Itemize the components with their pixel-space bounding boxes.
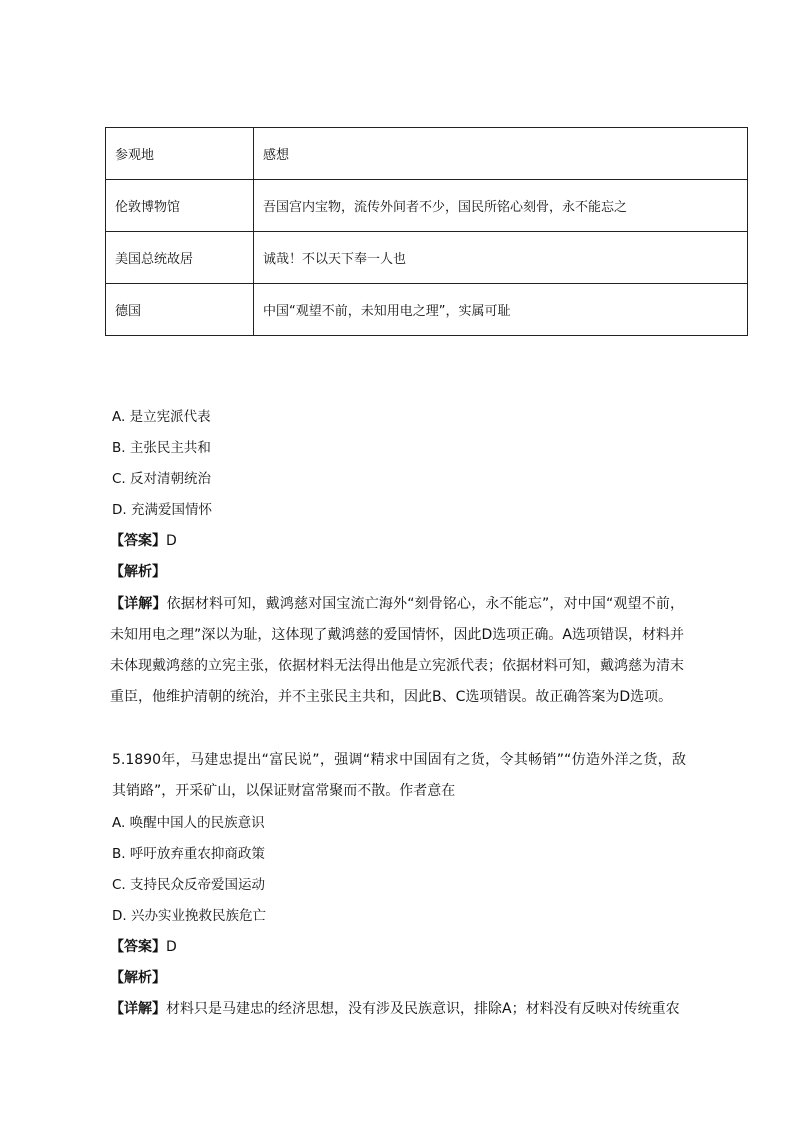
- option-b: B. 呼吁放弃重农抑商政策: [112, 846, 265, 862]
- table-cell: 感想: [254, 128, 748, 180]
- option-b: B. 主张民主共和: [112, 440, 211, 456]
- detail-label: 【详解】: [110, 596, 167, 612]
- table-cell: 中国“观望不前，未知用电之理”，实属可耻: [254, 284, 748, 336]
- table-cell: 伦敦博物馆: [106, 180, 254, 232]
- question-stem: 5.1890年，马建忠提出“富民说”，强调“精求中国固有之货，令其畅销”“仿造外洋之货，敌其销路”，开采矿山，以保证财富常聚而不散。作者意在: [112, 752, 686, 799]
- answer-value: D: [166, 533, 177, 549]
- answer-label: 【答案】: [110, 533, 166, 549]
- detail-text: 材料只是马建忠的经济思想，没有涉及民族意识，排除A；材料没有反映对传统重农: [166, 1001, 680, 1017]
- table-row: [106, 180, 748, 232]
- answer-value: D: [166, 939, 177, 955]
- table-cell: 美国总统故居: [106, 232, 254, 284]
- answer-line: [110, 937, 177, 957]
- answer-line: [110, 531, 177, 551]
- analysis-label: 【解析】: [110, 564, 166, 580]
- answer-label: 【答案】: [110, 939, 166, 955]
- option-d: D. 充满爱国情怀: [112, 502, 212, 518]
- detail-paragraph: [110, 999, 680, 1019]
- table-cell: 德国: [106, 284, 254, 336]
- table-cell: 吾国宫内宝物，流传外间者不少，国民所铭心刻骨，永不能忘之: [254, 180, 748, 232]
- table-row: [106, 284, 748, 336]
- option-d: D. 兴办实业挽救民族危亡: [112, 908, 266, 924]
- table-row: [106, 128, 748, 180]
- visit-impressions-table: [105, 127, 748, 336]
- option-a: A. 唤醒中国人的民族意识: [112, 815, 265, 831]
- option-a: A. 是立宪派代表: [112, 409, 211, 425]
- detail-label: 【详解】: [110, 1001, 166, 1017]
- detail-paragraph: [110, 589, 684, 713]
- option-c: C. 支持民众反帝爱国运动: [112, 877, 266, 893]
- detail-text: 依据材料可知，戴鸿慈对国宝流亡海外“刻骨铭心，永不能忘”，对中国“观望不前，未知用电之理”深以为耻，这体现了戴鸿慈的爱国情怀，因此D选项正确。A选项错误，材料并未体现戴鸿慈的立宪主张，依据材料无法得出他是立宪派代表；依据材料可知，戴鸿慈为清末重臣，他维护清朝的统治，并不主张民主共和，因此B、C选项错误。故正确答案为D选项。: [110, 596, 684, 705]
- table-row: [106, 232, 748, 284]
- table-cell: 参观地: [106, 128, 254, 180]
- option-c: C. 反对清朝统治: [112, 471, 212, 487]
- table-cell: 诚哉！不以天下奉一人也: [254, 232, 748, 284]
- analysis-label: 【解析】: [110, 970, 166, 986]
